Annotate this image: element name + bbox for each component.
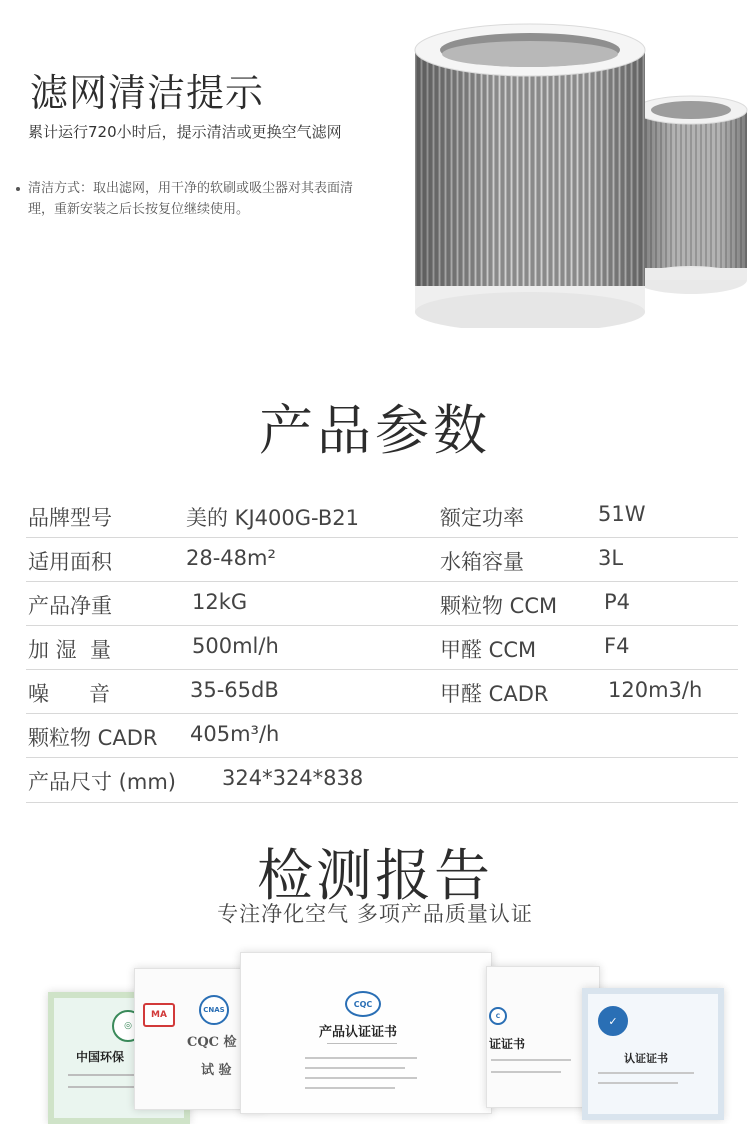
param-value: F4 bbox=[604, 634, 630, 658]
params-table bbox=[26, 494, 738, 803]
param-label: 适用面积 bbox=[28, 550, 112, 574]
param-row bbox=[26, 714, 738, 758]
param-row bbox=[26, 670, 738, 714]
params-title: 产品参数 bbox=[259, 399, 491, 462]
param-label: 额定功率 bbox=[440, 506, 524, 530]
param-label: 品牌型号 bbox=[28, 506, 112, 530]
ma-seal-icon: MA bbox=[143, 1003, 175, 1027]
param-row bbox=[26, 494, 738, 538]
param-label: 噪 音 bbox=[28, 682, 111, 706]
param-value: 405m³/h bbox=[190, 722, 280, 746]
param-value: 3L bbox=[598, 546, 624, 570]
param-label: 颗粒物 CADR bbox=[28, 726, 158, 750]
param-value: 324*324*838 bbox=[222, 766, 364, 790]
filter-cleaning-note bbox=[14, 178, 374, 220]
certificate-title: 产品认证证书 bbox=[319, 1025, 398, 1040]
filter-title: 滤网清洁提示 bbox=[30, 71, 265, 115]
certificate-title: 中国环保 bbox=[76, 1050, 125, 1064]
seal-icon: C bbox=[489, 1007, 507, 1025]
seal-icon: ✓ bbox=[598, 1006, 628, 1036]
report-title: 检测报告 bbox=[257, 844, 493, 909]
param-value: 12kG bbox=[192, 590, 248, 614]
filter-cleaning-text: 清洁方式：取出滤网，用干净的软刷或吸尘器对其表面清理，重新安装之后长按复位继续使用。 bbox=[28, 181, 354, 217]
text-line bbox=[305, 1067, 405, 1069]
cqc-seal-icon: CQC bbox=[345, 991, 381, 1017]
seal-icon: ◎ bbox=[112, 1010, 144, 1042]
certificate-right bbox=[582, 988, 724, 1120]
param-value: 51W bbox=[598, 502, 646, 526]
param-label: 产品尺寸 (mm) bbox=[28, 770, 176, 794]
param-row bbox=[26, 582, 738, 626]
param-label: 加 湿 量 bbox=[28, 638, 112, 662]
small-filter-icon bbox=[635, 96, 747, 294]
bullet-dot-icon bbox=[16, 187, 20, 191]
filter-subtitle: 累计运行720小时后，提示清洁或更换空气滤网 bbox=[28, 123, 342, 141]
param-label: 颗粒物 CCM bbox=[440, 594, 558, 618]
param-value: P4 bbox=[604, 590, 631, 614]
filter-cartridge-image bbox=[405, 18, 750, 328]
param-value: 500ml/h bbox=[192, 634, 279, 658]
large-filter-icon bbox=[415, 24, 645, 328]
param-value: 28-48m² bbox=[186, 546, 276, 570]
param-label: 水箱容量 bbox=[440, 550, 524, 574]
param-row bbox=[26, 538, 738, 582]
param-label: 产品净重 bbox=[28, 594, 112, 618]
param-row bbox=[26, 626, 738, 670]
text-line bbox=[491, 1059, 571, 1061]
cnas-seal-icon: CNAS bbox=[199, 995, 229, 1025]
certificate-title: CQC 检 bbox=[187, 1035, 237, 1050]
param-value: 120m3/h bbox=[608, 678, 703, 702]
text-line bbox=[68, 1086, 138, 1088]
param-row bbox=[26, 758, 738, 803]
text-line bbox=[327, 1043, 397, 1044]
certificate-title: 认证证书 bbox=[624, 1052, 668, 1065]
text-line bbox=[598, 1082, 678, 1084]
certificate-title: 证证书 bbox=[489, 1037, 526, 1051]
param-value: 35-65dB bbox=[190, 678, 279, 702]
param-value: 美的 KJ400G-B21 bbox=[186, 506, 359, 530]
certificate-cqc bbox=[240, 952, 492, 1114]
text-line bbox=[305, 1057, 417, 1059]
param-label: 甲醛 CCM bbox=[440, 638, 537, 662]
text-line bbox=[305, 1087, 395, 1089]
text-line bbox=[491, 1071, 561, 1073]
report-subtitle: 专注净化空气 多项产品质量认证 bbox=[217, 902, 533, 926]
param-label: 甲醛 CADR bbox=[440, 682, 549, 706]
text-line bbox=[598, 1072, 694, 1074]
text-line bbox=[305, 1077, 417, 1079]
certificate-subtitle: 试 验 bbox=[201, 1063, 232, 1078]
